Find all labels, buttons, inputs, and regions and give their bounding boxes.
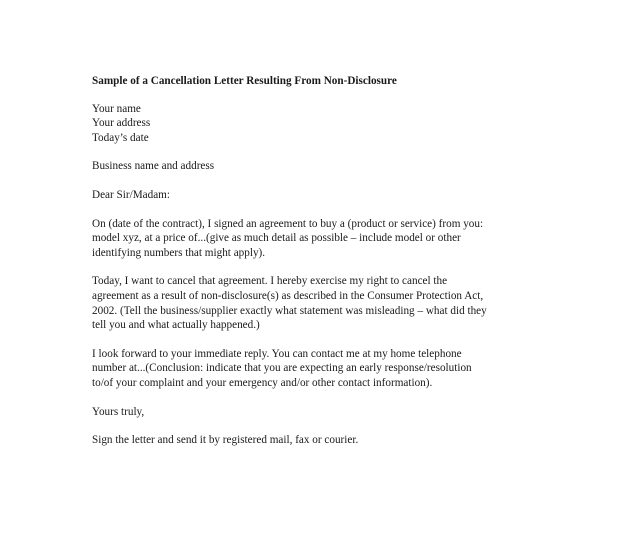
paragraph-line: to/of your complaint and your emergency and/or other contact information).	[92, 376, 433, 389]
instruction-text: Sign the letter and send it by registered mail, fax or courier.	[92, 434, 359, 447]
closing-text: Yours truly,	[92, 405, 145, 418]
paragraph-line: agreement as a result of non-disclosure(s) as described in the Consumer Protection Act,	[92, 289, 484, 302]
letter-body	[92, 74, 542, 462]
paragraph-contract	[92, 217, 542, 261]
instruction	[92, 433, 542, 448]
recipient-address: Business name and address	[92, 160, 215, 173]
sender-name: Your name	[92, 102, 141, 115]
letter-date: Today’s date	[92, 131, 149, 144]
paragraph-line: I look forward to your immediate reply. You can contact me at my home telephone	[92, 347, 462, 360]
closing	[92, 405, 542, 420]
recipient-block	[92, 159, 542, 174]
paragraph-line: 2002. (Tell the business/supplier exactly what statement was misleading – what did they	[92, 304, 487, 317]
sender-block	[92, 102, 542, 146]
paragraph-line: model xyz, at a price of...(give as much detail as possible – include model or other	[92, 232, 461, 245]
salutation	[92, 188, 542, 203]
salutation-text: Dear Sir/Madam:	[92, 188, 170, 201]
paragraph-line: On (date of the contract), I signed an agreement to buy a (product or service) from you:	[92, 217, 484, 230]
document-title: Sample of a Cancellation Letter Resulting From Non-Disclosure	[92, 75, 397, 87]
paragraph-line: Today, I want to cancel that agreement. I hereby exercise my right to cancel the	[92, 275, 448, 288]
paragraph-line: identifying numbers that might apply).	[92, 246, 266, 259]
paragraph-cancel	[92, 274, 542, 332]
paragraph-line: tell you and what actually happened.)	[92, 319, 260, 332]
sender-address: Your address	[92, 117, 151, 130]
paragraph-line: number at...(Conclusion: indicate that you are expecting an early response/resolution	[92, 362, 472, 375]
paragraph-conclusion	[92, 347, 542, 391]
